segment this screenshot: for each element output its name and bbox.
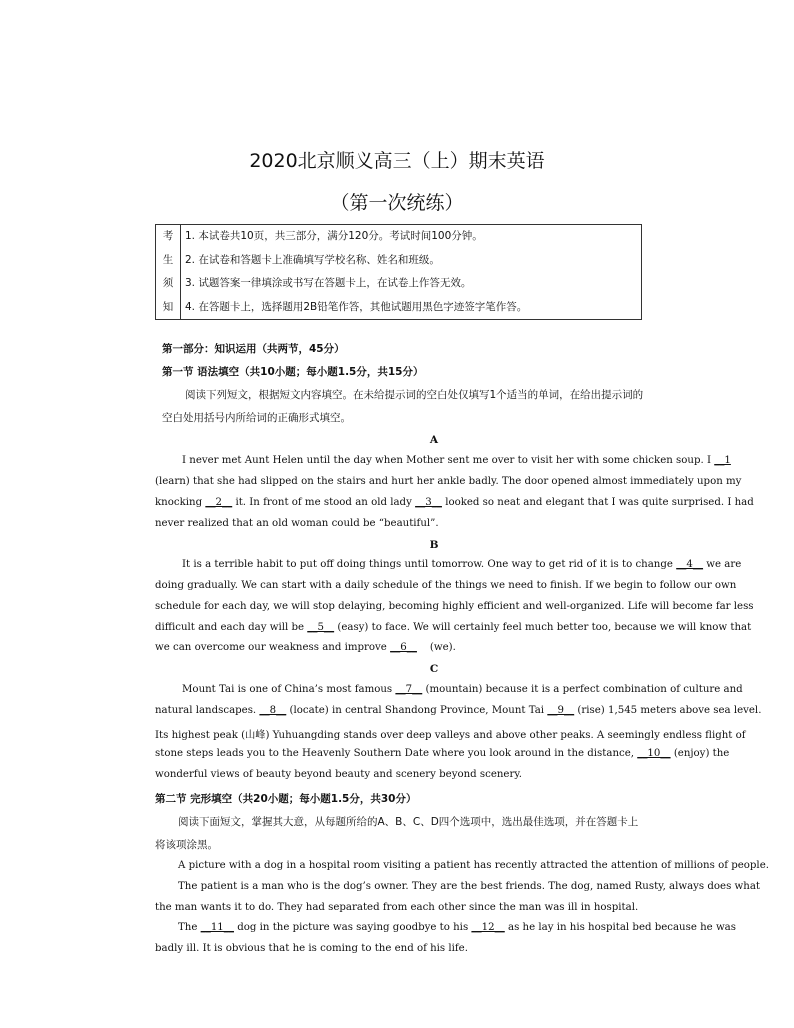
passage-b-line: we can overcome our weakness and improve __6__ (we).	[155, 642, 456, 653]
passage-a-line: never realized that an old woman could be “beautiful”.	[155, 518, 439, 529]
section1-heading: 第一节 语法填空（共10小题；每小题1.5分，共15分）	[162, 366, 424, 378]
notice-side-label: 考 生 须 知	[156, 225, 181, 320]
cloze-line: A picture with a dog in a hospital room visiting a patient has recently attracted the attention of millions of people.	[178, 860, 769, 871]
exam-title: 2020北京顺义高三（上）期末英语	[249, 150, 545, 172]
section1-instructions: 阅读下列短文，根据短文内容填空。在未给提示词的空白处仅填写1个适当的单词，在给出提示词的	[185, 389, 644, 401]
notice-item: 1. 本试卷共10页，共三部分，满分120分。考试时间100分钟。	[185, 230, 483, 242]
section2-instructions: 阅读下面短文，掌握其大意，从每题所给的A、B、C、D四个选项中，选出最佳选项，并在答题卡上	[178, 816, 639, 828]
passage-c-line: wonderful views of beauty beyond beauty and scenery beyond scenery.	[155, 769, 522, 780]
notice-items	[181, 225, 642, 320]
passage-b-line: difficult and each day will be __5__ (easy) to face. We will certainly feel much better too, because we will know that	[155, 622, 752, 633]
passage-b-line: It is a terrible habit to put off doing things until tomorrow. One way to get rid of it is to change __4__ we are	[182, 559, 742, 570]
passage-c-line: natural landscapes. __8__ (locate) in central Shandong Province, Mount Tai __9__ (rise) 1,545 meters above sea level.	[155, 705, 762, 716]
section1-instructions: 空白处用括号内所给词的正确形式填空。	[162, 412, 351, 424]
passage-c-line: Its highest peak (山峰) Yuhuangding stands over deep valleys and above other peaks. A seemingly endless flight of	[155, 730, 746, 741]
passage-a-line: I never met Aunt Helen until the day when Mother sent me over to visit her with some chicken soup. I __1	[182, 455, 731, 466]
section2-instructions: 将该项涂黑。	[155, 839, 218, 851]
cloze-line: the man wants it to do. They had separated from each other since the man was ill in hospital.	[155, 902, 639, 913]
passage-c-letter: C	[429, 663, 439, 675]
cloze-line: badly ill. It is obvious that he is coming to the end of his life.	[155, 943, 468, 954]
exam-subtitle: （第一次统练）	[330, 192, 464, 214]
notice-item: 4. 在答题卡上，选择题用2B铅笔作答，其他试题用黑色字迹签字笔作答。	[185, 300, 528, 313]
passage-a-line: (learn) that she had slipped on the stairs and hurt her ankle badly. The door opened almost immediately upon my	[155, 476, 742, 487]
passage-a-letter: A	[429, 434, 439, 446]
passage-b-line: doing gradually. We can start with a daily schedule of the things we need to finish. If we begin to follow our own	[155, 580, 737, 591]
section2-heading: 第二节 完形填空（共20小题；每小题1.5分，共30分）	[155, 793, 417, 805]
candidate-notice-box	[155, 224, 642, 320]
part1-heading: 第一部分：知识运用（共两节，45分）	[162, 343, 345, 355]
passage-b-letter: B	[429, 539, 439, 551]
passage-c-line: stone steps leads you to the Heavenly Southern Date where you look around in the distance, __10__ (enjoy) the	[155, 748, 730, 759]
passage-b-line: schedule for each day, we will stop delaying, becoming highly efficient and well-organized. Life will become far less	[155, 601, 754, 612]
passage-a-line: knocking __2__ it. In front of me stood an old lady __3__ looked so neat and elegant that I was quite surprised. I had	[155, 497, 754, 508]
notice-item: 3. 试题答案一律填涂或书写在答题卡上，在试卷上作答无效。	[185, 277, 472, 289]
notice-item: 2. 在试卷和答题卡上准确填写学校名称、姓名和班级。	[185, 253, 440, 266]
passage-c-line: Mount Tai is one of China’s most famous __7__ (mountain) because it is a perfect combination of culture and	[182, 684, 743, 695]
cloze-line: The patient is a man who is the dog’s owner. They are the best friends. The dog, named Rusty, always does what	[178, 881, 760, 892]
cloze-line: The __11__ dog in the picture was saying goodbye to his __12__ as he lay in his hospital bed because he was	[178, 922, 736, 933]
